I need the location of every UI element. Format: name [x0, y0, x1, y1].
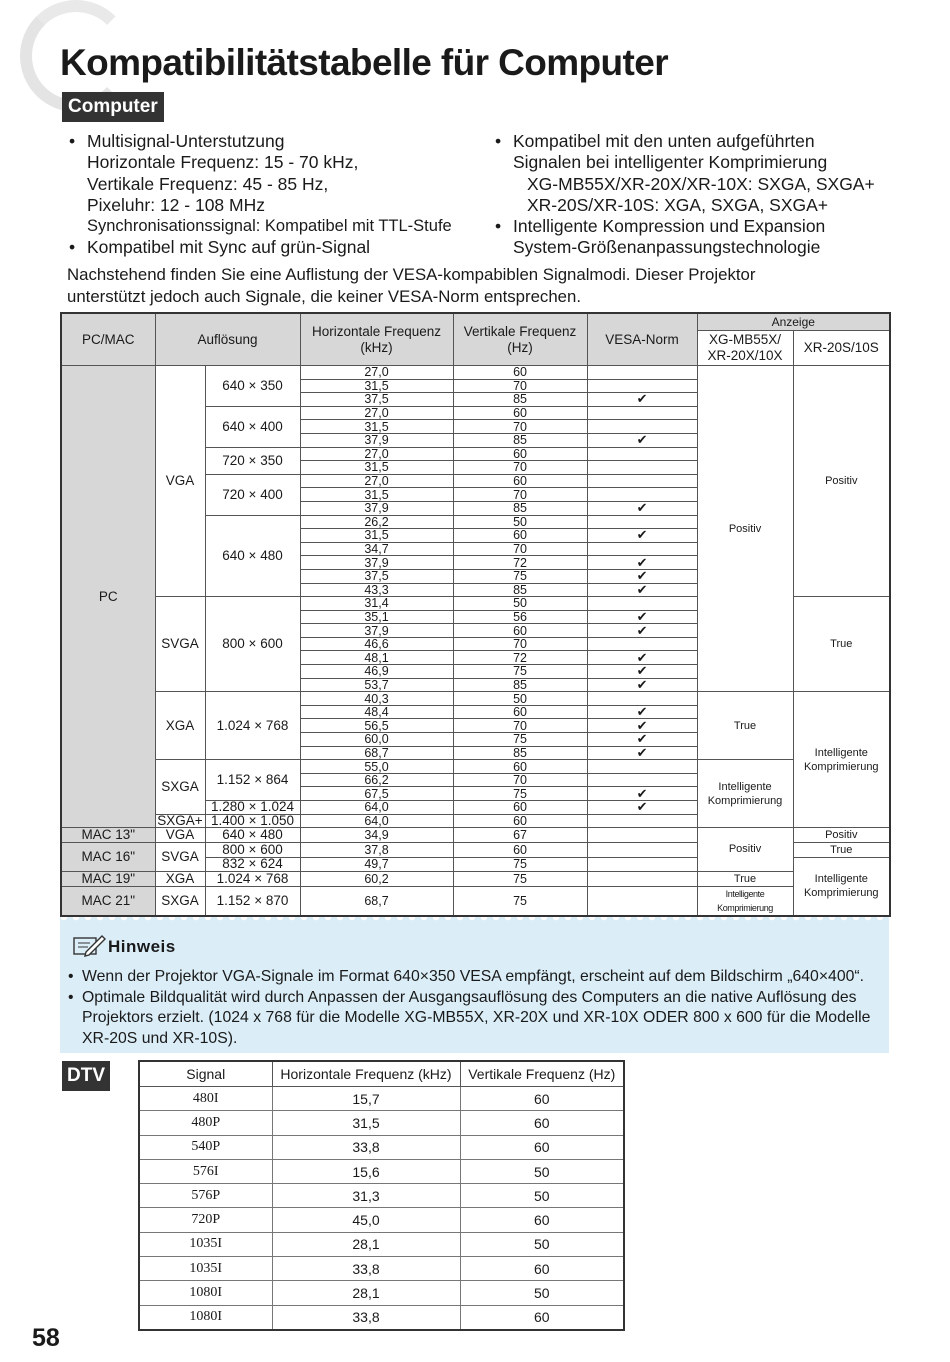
check-icon: ✔ — [636, 744, 648, 760]
dtv-signal-cell: 540P — [139, 1135, 272, 1159]
dtv-horizontal-frequency-cell: 31,3 — [272, 1184, 460, 1208]
dtv-signal-cell: 1080I — [139, 1305, 272, 1330]
horizontal-frequency-cell: 46,9 — [300, 665, 453, 679]
horizontal-frequency-cell: 56,5 — [300, 719, 453, 733]
horizontal-frequency-cell: 48,4 — [300, 705, 453, 719]
intro-paragraph — [67, 264, 755, 307]
vertical-frequency-cell: 75 — [453, 871, 587, 886]
horizontal-frequency-cell: 31,5 — [300, 529, 453, 543]
pencil-note-icon — [72, 932, 106, 958]
feature-bullet: • Kompatibel mit den unten aufgeführten — [493, 131, 875, 152]
check-icon: ✔ — [636, 704, 648, 720]
table-row — [61, 886, 890, 916]
table-row — [139, 1305, 624, 1330]
vesa-norm-cell — [587, 814, 697, 828]
vesa-norm-cell — [587, 886, 697, 916]
horizontal-frequency-cell: 27,0 — [300, 447, 453, 461]
display-mode-xg-mb55x-cell: Intelligente Komprimierung — [697, 760, 793, 828]
vesa-norm-cell — [587, 474, 697, 488]
intro-line: Nachstehend finden Sie eine Auflistung der VESA-kompabiblen Signalmodi. Dieser Projektor — [67, 265, 756, 284]
table-row — [61, 692, 890, 706]
vesa-norm-cell — [587, 583, 697, 597]
feature-line: Synchronisationssignal: Kompatibel mit TTL-Stufe — [87, 217, 452, 236]
dtv-vertical-frequency-cell: 60 — [460, 1111, 624, 1135]
hinweis-title: Hinweis — [108, 937, 176, 956]
table-row — [139, 1159, 624, 1183]
vesa-norm-cell — [587, 393, 697, 407]
horizontal-frequency-cell: 31,5 — [300, 461, 453, 475]
table-row — [61, 760, 890, 774]
horizontal-frequency-cell: 64,0 — [300, 814, 453, 828]
dtv-signal-cell: 1035I — [139, 1257, 272, 1281]
dtv-signal-cell: 1035I — [139, 1232, 272, 1256]
header-model-line: XR-20X/10X — [707, 348, 783, 363]
dtv-horizontal-frequency-cell: 33,8 — [272, 1305, 460, 1330]
horizontal-frequency-cell: 48,1 — [300, 651, 453, 665]
vertical-frequency-cell: 75 — [453, 733, 587, 747]
feature-line: System-Größenanpassungstechnologie — [513, 237, 821, 258]
resolution-cell: 800 × 600 — [205, 843, 300, 858]
table-row — [61, 871, 890, 886]
hinweis-item: • Wenn der Projektor VGA-Signale im Format 640×350 VESA empfängt, erscheint auf dem Bildschirm „640×400“. — [68, 967, 880, 988]
check-icon: ✔ — [636, 432, 648, 448]
horizontal-frequency-cell: 37,9 — [300, 433, 453, 447]
dtv-signal-cell: 576I — [139, 1159, 272, 1183]
display-mode-xr-20s-cell: Intelligente Komprimierung — [793, 692, 890, 828]
dtv-signal-cell: 480I — [139, 1087, 272, 1111]
vertical-frequency-cell: 56 — [453, 610, 587, 624]
signal-class-cell: SXGA+ — [155, 814, 205, 828]
computer-features-right — [493, 131, 875, 259]
feature-bullet: • Kompatibel mit Sync auf grün-Signal — [67, 237, 452, 258]
dtv-signal-cell: 720P — [139, 1208, 272, 1232]
dtv-horizontal-frequency-cell: 15,7 — [272, 1087, 460, 1111]
check-icon: ✔ — [636, 500, 648, 516]
vesa-norm-cell — [587, 366, 697, 380]
vertical-frequency-cell: 50 — [453, 692, 587, 706]
horizontal-frequency-cell: 31,4 — [300, 597, 453, 611]
horizontal-frequency-cell: 34,9 — [300, 828, 453, 843]
dtv-horizontal-frequency-cell: 28,1 — [272, 1232, 460, 1256]
vertical-frequency-cell: 85 — [453, 393, 587, 407]
horizontal-frequency-cell: 27,0 — [300, 366, 453, 380]
dtv-horizontal-frequency-cell: 33,8 — [272, 1135, 460, 1159]
pcmac-cell: MAC 16" — [61, 843, 155, 872]
header-vertical-frequency — [453, 313, 587, 366]
vertical-frequency-cell: 75 — [453, 569, 587, 583]
page-title: Kompatibilitätstabelle für Computer — [60, 42, 669, 83]
header-horizontal-frequency — [300, 313, 453, 366]
resolution-cell: 640 × 400 — [205, 406, 300, 447]
dtv-vertical-frequency-cell: 50 — [460, 1281, 624, 1305]
vesa-norm-cell — [587, 828, 697, 843]
header-model-xg-mb55x — [697, 331, 793, 366]
vesa-norm-cell — [587, 624, 697, 638]
vertical-frequency-cell: 75 — [453, 886, 587, 916]
horizontal-frequency-cell: 37,9 — [300, 501, 453, 515]
dtv-vertical-frequency-cell: 50 — [460, 1184, 624, 1208]
display-mode-xg-mb55x-cell: Intelligente Komprimierung — [697, 886, 793, 916]
vertical-frequency-cell: 60 — [453, 366, 587, 380]
vertical-frequency-cell: 60 — [453, 447, 587, 461]
section-label-dtv: DTV — [62, 1061, 110, 1091]
display-mode-xg-mb55x-cell: True — [697, 871, 793, 886]
dtv-vertical-frequency-cell: 60 — [460, 1305, 624, 1330]
table-row — [139, 1184, 624, 1208]
check-icon: ✔ — [636, 527, 648, 543]
vertical-frequency-cell: 60 — [453, 529, 587, 543]
vertical-frequency-cell: 67 — [453, 828, 587, 843]
dtv-signal-cell: 480P — [139, 1111, 272, 1135]
dtv-vertical-frequency-cell: 50 — [460, 1159, 624, 1183]
check-icon: ✔ — [636, 717, 648, 733]
header-display: Anzeige — [697, 313, 890, 331]
header-horizontal-frequency-unit: (kHz) — [360, 339, 393, 355]
header-vertical-frequency-unit: (Hz) — [507, 339, 533, 355]
vertical-frequency-cell: 60 — [453, 843, 587, 858]
signal-class-cell: SVGA — [155, 843, 205, 872]
table-row — [139, 1208, 624, 1232]
resolution-cell: 1.152 × 864 — [205, 760, 300, 801]
signal-class-cell: VGA — [155, 828, 205, 843]
dtv-header-vertical-frequency: Vertikale Frequenz (Hz) — [460, 1061, 624, 1087]
horizontal-frequency-cell: 60,2 — [300, 871, 453, 886]
vertical-frequency-cell: 50 — [453, 515, 587, 529]
horizontal-frequency-cell: 66,2 — [300, 773, 453, 787]
display-mode-xg-mb55x-cell: True — [697, 692, 793, 760]
resolution-cell: 1.152 × 870 — [205, 886, 300, 916]
horizontal-frequency-cell: 49,7 — [300, 858, 453, 872]
horizontal-frequency-cell: 67,5 — [300, 787, 453, 801]
horizontal-frequency-cell: 37,9 — [300, 556, 453, 570]
vesa-norm-cell — [587, 760, 697, 774]
horizontal-frequency-cell: 43,3 — [300, 583, 453, 597]
horizontal-frequency-cell: 37,5 — [300, 569, 453, 583]
check-icon: ✔ — [636, 799, 648, 815]
horizontal-frequency-cell: 26,2 — [300, 515, 453, 529]
vertical-frequency-cell: 60 — [453, 801, 587, 815]
resolution-cell: 1.024 × 768 — [205, 871, 300, 886]
check-icon: ✔ — [636, 391, 648, 407]
check-icon: ✔ — [636, 785, 648, 801]
horizontal-frequency-cell: 64,0 — [300, 801, 453, 815]
horizontal-frequency-cell: 27,0 — [300, 406, 453, 420]
check-icon: ✔ — [636, 554, 648, 570]
vertical-frequency-cell: 60 — [453, 406, 587, 420]
pcmac-cell: PC — [61, 366, 155, 828]
vertical-frequency-cell: 75 — [453, 858, 587, 872]
table-row — [139, 1281, 624, 1305]
horizontal-frequency-cell: 55,0 — [300, 760, 453, 774]
vertical-frequency-cell: 60 — [453, 705, 587, 719]
hinweis-note-box — [60, 917, 889, 1053]
check-icon: ✔ — [636, 568, 648, 584]
check-icon: ✔ — [636, 622, 648, 638]
display-mode-xr-20s-cell: Positiv — [793, 366, 890, 597]
vertical-frequency-cell: 70 — [453, 488, 587, 502]
display-mode-xr-20s-cell: Intelligente Komprimierung — [793, 858, 890, 916]
feature-line: Signalen bei intelligenter Komprimierung — [513, 152, 828, 173]
vesa-norm-cell — [587, 746, 697, 760]
horizontal-frequency-cell: 53,7 — [300, 678, 453, 692]
check-icon: ✔ — [636, 581, 648, 597]
resolution-cell: 1.280 × 1.024 — [205, 801, 300, 815]
display-mode-xg-mb55x-cell: Positiv — [697, 366, 793, 692]
dtv-vertical-frequency-cell: 50 — [460, 1232, 624, 1256]
signal-class-cell: SXGA — [155, 760, 205, 814]
signal-class-cell: XGA — [155, 871, 205, 886]
dotted-border-decoration — [60, 917, 889, 923]
table-row — [139, 1257, 624, 1281]
dtv-horizontal-frequency-cell: 31,5 — [272, 1111, 460, 1135]
page-number: 58 — [32, 1324, 60, 1352]
vertical-frequency-cell: 70 — [453, 773, 587, 787]
horizontal-frequency-cell: 60,0 — [300, 733, 453, 747]
dtv-horizontal-frequency-cell: 45,0 — [272, 1208, 460, 1232]
feature-line: Pixeluhr: 12 - 108 MHz — [87, 194, 265, 215]
dtv-horizontal-frequency-cell: 15,6 — [272, 1159, 460, 1183]
dtv-signal-cell: 576P — [139, 1184, 272, 1208]
resolution-cell: 720 × 350 — [205, 447, 300, 474]
display-mode-xr-20s-cell: Positiv — [793, 828, 890, 843]
header-vesa-norm: VESA-Norm — [587, 313, 697, 366]
vertical-frequency-cell: 75 — [453, 787, 587, 801]
vesa-norm-cell — [587, 858, 697, 872]
vesa-norm-cell — [587, 447, 697, 461]
header-horizontal-frequency-line: Horizontale Frequenz — [311, 323, 442, 339]
header-vertical-frequency-line: Vertikale Frequenz — [463, 323, 577, 339]
dtv-signal-cell: 1080I — [139, 1281, 272, 1305]
horizontal-frequency-cell: 46,6 — [300, 637, 453, 651]
horizontal-frequency-cell: 37,8 — [300, 843, 453, 858]
section-label-computer: Computer — [62, 92, 164, 122]
vesa-norm-cell — [587, 501, 697, 515]
check-icon: ✔ — [636, 649, 648, 665]
horizontal-frequency-cell: 37,5 — [300, 393, 453, 407]
vesa-norm-cell — [587, 461, 697, 475]
resolution-cell: 832 × 624 — [205, 858, 300, 872]
vertical-frequency-cell: 70 — [453, 542, 587, 556]
table-row — [61, 366, 890, 380]
vertical-frequency-cell: 85 — [453, 678, 587, 692]
horizontal-frequency-cell: 31,5 — [300, 379, 453, 393]
feature-line: Vertikale Frequenz: 45 - 85 Hz, — [87, 173, 329, 194]
dtv-header-signal: Signal — [139, 1061, 272, 1087]
vesa-norm-cell — [587, 843, 697, 858]
vesa-norm-cell — [587, 678, 697, 692]
vesa-norm-cell — [587, 529, 697, 543]
vertical-frequency-cell: 60 — [453, 624, 587, 638]
table-row — [139, 1111, 624, 1135]
dtv-horizontal-frequency-cell: 28,1 — [272, 1281, 460, 1305]
vertical-frequency-cell: 85 — [453, 501, 587, 515]
horizontal-frequency-cell: 35,1 — [300, 610, 453, 624]
header-model-line: XG-MB55X/ — [709, 332, 782, 347]
header-model-xr-20s: XR-20S/10S — [793, 331, 890, 366]
vertical-frequency-cell: 85 — [453, 433, 587, 447]
horizontal-frequency-cell: 40,3 — [300, 692, 453, 706]
feature-bullet: • Multisignal-Unterstutzung — [67, 131, 452, 152]
vertical-frequency-cell: 85 — [453, 583, 587, 597]
vesa-norm-cell — [587, 406, 697, 420]
display-mode-xr-20s-cell: True — [793, 597, 890, 692]
table-row — [139, 1087, 624, 1111]
vertical-frequency-cell: 85 — [453, 746, 587, 760]
check-icon: ✔ — [636, 731, 648, 747]
resolution-cell: 1.024 × 768 — [205, 692, 300, 760]
check-icon: ✔ — [636, 663, 648, 679]
dtv-horizontal-frequency-cell: 33,8 — [272, 1257, 460, 1281]
horizontal-frequency-cell: 34,7 — [300, 542, 453, 556]
vertical-frequency-cell: 70 — [453, 719, 587, 733]
intro-line: unterstützt jedoch auch Signale, die keiner VESA-Norm entsprechen. — [67, 286, 581, 306]
header-pcmac: PC/MAC — [61, 313, 155, 366]
resolution-cell: 720 × 400 — [205, 474, 300, 515]
vertical-frequency-cell: 72 — [453, 651, 587, 665]
signal-class-cell: SVGA — [155, 597, 205, 692]
vertical-frequency-cell: 70 — [453, 379, 587, 393]
feature-bullet: • Intelligente Kompression und Expansion — [493, 216, 875, 237]
signal-class-cell: XGA — [155, 692, 205, 760]
signal-class-cell: SXGA — [155, 886, 205, 916]
table-row — [61, 828, 890, 843]
vesa-norm-cell — [587, 871, 697, 886]
resolution-cell: 1.400 × 1.050 — [205, 814, 300, 828]
feature-line: Horizontale Frequenz: 15 - 70 kHz, — [87, 152, 359, 173]
dtv-vertical-frequency-cell: 60 — [460, 1208, 624, 1232]
display-mode-xr-20s-cell: True — [793, 843, 890, 858]
dtv-vertical-frequency-cell: 60 — [460, 1087, 624, 1111]
computer-features-left — [67, 131, 452, 259]
vertical-frequency-cell: 70 — [453, 637, 587, 651]
table-row — [139, 1135, 624, 1159]
vesa-norm-cell — [587, 801, 697, 815]
table-row — [139, 1232, 624, 1256]
dtv-header-horizontal-frequency: Horizontale Frequenz (kHz) — [272, 1061, 460, 1087]
hinweis-text — [68, 967, 880, 1049]
resolution-cell: 640 × 480 — [205, 515, 300, 597]
horizontal-frequency-cell: 37,9 — [300, 624, 453, 638]
header-resolution: Auflösung — [155, 313, 300, 366]
vertical-frequency-cell: 70 — [453, 420, 587, 434]
computer-compatibility-table — [60, 312, 891, 917]
resolution-cell: 640 × 350 — [205, 366, 300, 407]
horizontal-frequency-cell: 31,5 — [300, 488, 453, 502]
vertical-frequency-cell: 75 — [453, 665, 587, 679]
hinweis-item: • Optimale Bildqualität wird durch Anpassen der Ausgangsauflösung des Computers an die native Auflösung des Projektors erzielt. (1024 x 768 für die Modelle XG-MB55X, XR-20X und XR-10X ODER 800 x 600 für die Modelle XR-20S und XR-10S). — [68, 988, 880, 1050]
vertical-frequency-cell: 70 — [453, 461, 587, 475]
signal-class-cell: VGA — [155, 366, 205, 597]
feature-line: XG-MB55X/XR-20X/XR-10X: SXGA, SXGA+ — [527, 173, 875, 194]
vertical-frequency-cell: 60 — [453, 760, 587, 774]
pcmac-cell: MAC 19" — [61, 871, 155, 886]
resolution-cell: 800 × 600 — [205, 597, 300, 692]
check-icon: ✔ — [636, 608, 648, 624]
pcmac-cell: MAC 21" — [61, 886, 155, 916]
display-mode-xg-mb55x-cell: Positiv — [697, 828, 793, 872]
feature-line: XR-20S/XR-10S: XGA, SXGA, SXGA+ — [527, 194, 829, 215]
dtv-vertical-frequency-cell: 60 — [460, 1135, 624, 1159]
check-icon: ✔ — [636, 676, 648, 692]
vertical-frequency-cell: 60 — [453, 474, 587, 488]
vertical-frequency-cell: 60 — [453, 814, 587, 828]
horizontal-frequency-cell: 31,5 — [300, 420, 453, 434]
horizontal-frequency-cell: 27,0 — [300, 474, 453, 488]
dtv-vertical-frequency-cell: 60 — [460, 1257, 624, 1281]
vertical-frequency-cell: 50 — [453, 597, 587, 611]
resolution-cell: 640 × 480 — [205, 828, 300, 843]
pcmac-cell: MAC 13" — [61, 828, 155, 843]
dtv-table — [138, 1060, 625, 1331]
vesa-norm-cell — [587, 433, 697, 447]
vertical-frequency-cell: 72 — [453, 556, 587, 570]
horizontal-frequency-cell: 68,7 — [300, 886, 453, 916]
horizontal-frequency-cell: 68,7 — [300, 746, 453, 760]
